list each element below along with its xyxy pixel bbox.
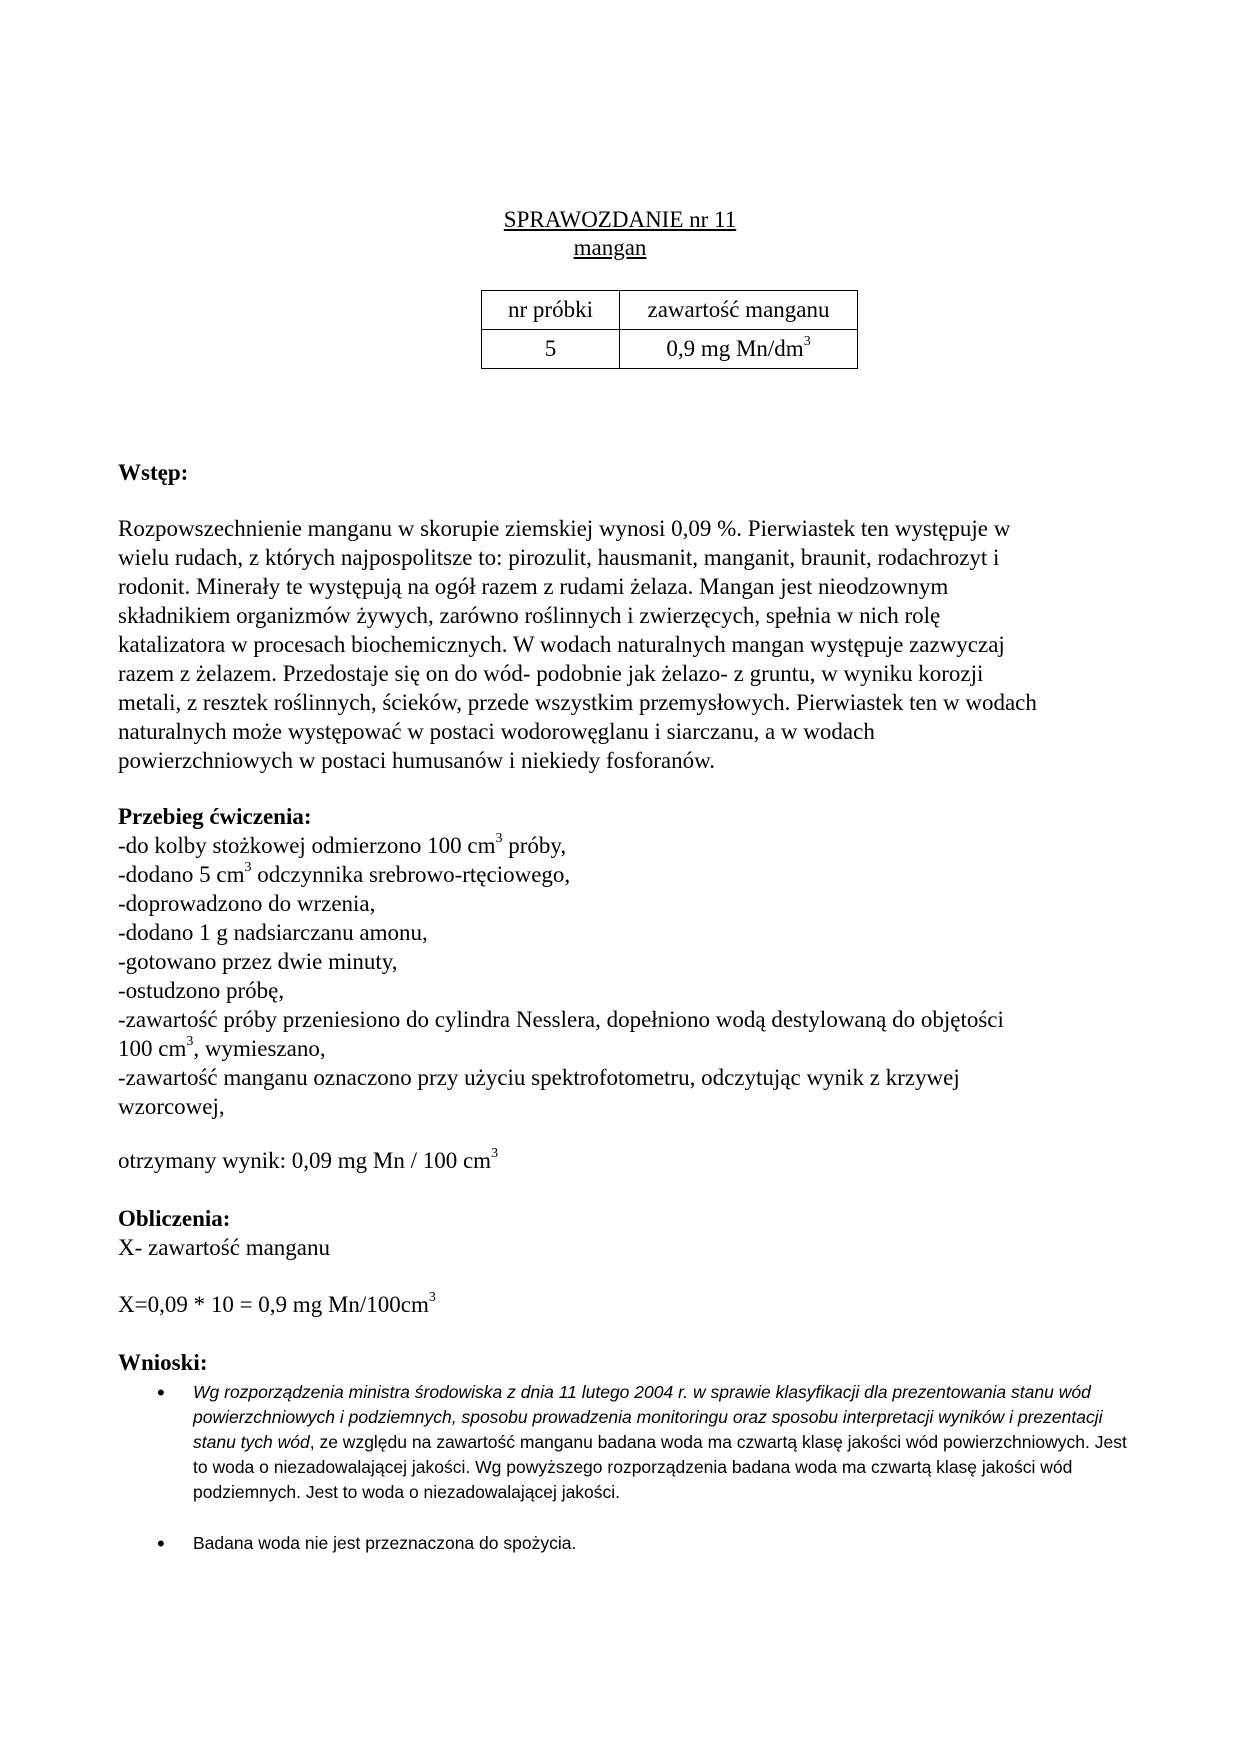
column-header-content: zawartość manganu [620, 291, 858, 330]
intro-line: katalizatora w procesach biochemicznych. W wodach naturalnych mangan występuje zazwyczaj [118, 632, 1005, 657]
procedure-step: -zawartość manganu oznaczono przy użyciu spektrofotometru, odczytując wynik z krzywej [118, 1065, 960, 1090]
intro-line: składnikiem organizmów żywych, zarówno roślinnych i zwierzęcych, spełnia w nich rolę [118, 603, 941, 628]
intro-line: wielu rudach, z których najpospolitsze to: pirozulit, hausmanit, manganit, braunit, rodachrozyt i [118, 545, 1000, 570]
intro-heading: Wstęp: [118, 460, 189, 485]
procedure-step: -dodano 5 $cm^3$ odczynnika srebrowo-rtęciowego, [118, 860, 571, 887]
intro-line: powierzchniowych w postaci humusanów i niekiedy fosforanów. [118, 748, 716, 773]
procedure-step: -gotowano przez dwie minuty, [118, 949, 398, 974]
table-header-row [482, 291, 858, 330]
intro-line: rodonit. Minerały te występują na ogół razem z rudami żelaza. Mangan jest nieodzownym [118, 574, 949, 599]
procedure-heading: Przebieg ćwiczenia: [118, 804, 312, 829]
intro-line: razem z żelazem. Przedostaje się on do wód- podobnie jak żelazo- z gruntu, w wyniku korozji [118, 661, 984, 686]
procedure-step: -doprowadzono do wrzenia, [118, 891, 376, 916]
cell-manganese-content: 0,9 mg $Mn/dm^3$ [620, 330, 858, 369]
procedure-step: 100 $cm^3$, wymieszano, [118, 1034, 326, 1061]
conclusion-text: , ze względu na zawartość manganu badana woda ma czwartą klasę jakości wód powierzchniowych. Jest to woda o niezadowalającej jakości. Wg powyższego rozporządzenia badana woda ma czwartą klasę jakości wód podziemnych. Jest to woda o niezadowalającej jakości. [193, 1432, 1127, 1502]
procedure-step: -ostudzono próbę, [118, 978, 285, 1003]
report-title: SPRAWOZDANIE nr 11 [503, 207, 737, 232]
results-table [481, 290, 858, 369]
calculations-heading: Obliczenia: [118, 1206, 231, 1231]
intro-line: Rozpowszechnienie manganu w skorupie ziemskiej wynosi 0,09 %. Pierwiastek ten występuje w [118, 516, 1011, 541]
result-line: otrzymany wynik: 0,09 mg Mn / 100 $cm^3$ [118, 1146, 499, 1173]
calculations-section [118, 1204, 1128, 1262]
table-row [482, 330, 858, 369]
calculations-line: X- zawartość manganu [118, 1235, 331, 1260]
conclusions-heading: Wnioski: [118, 1350, 208, 1375]
conclusion-text: Badana woda nie jest przeznaczona do spożycia. [193, 1533, 577, 1553]
procedure-step: -zawartość próby przeniesiono do cylindra Nesslera, dopełniono wodą destylowaną do objętości [118, 1007, 1004, 1032]
column-header-sample: nr próbki [482, 291, 620, 330]
bullet-icon: • [157, 1531, 165, 1556]
conclusions-list [157, 1380, 1127, 1556]
procedure-section [118, 802, 1128, 1121]
procedure-step: -do kolby stożkowej odmierzono 100 $cm^3$ próby, [118, 831, 567, 858]
intro-line: naturalnych może występować w postaci wodorowęglanu i siarczanu, a w wodach [118, 719, 875, 744]
procedure-step: wzorcowej, [118, 1094, 225, 1119]
procedure-step: -dodano 1 g nadsiarczanu amonu, [118, 920, 428, 945]
intro-paragraph [118, 514, 1128, 775]
bullet-icon: • [157, 1380, 165, 1405]
calculation-formula: X=0,09 * 10 = 0,9 mg $Mn/100cm^3$ [118, 1290, 436, 1317]
list-item [157, 1531, 1127, 1556]
list-item [157, 1380, 1127, 1505]
intro-line: metali, z resztek roślinnych, ścieków, przede wszystkim przemysłowych. Pierwiastek ten w wodach [118, 690, 1037, 715]
report-subtitle: mangan [573, 235, 647, 260]
regulation-citation: Wg rozporządzenia ministra środowiska z dnia 11 lutego 2004 r. w sprawie klasyfikacji dla prezentowania stanu wód powierzchniowych i podziemnych, sposobu prowadzenia monitoringu oraz sposobu interpretacji wyników i prezentacji stanu tych wód [193, 1382, 1103, 1452]
cell-sample-number: 5 [482, 330, 620, 369]
